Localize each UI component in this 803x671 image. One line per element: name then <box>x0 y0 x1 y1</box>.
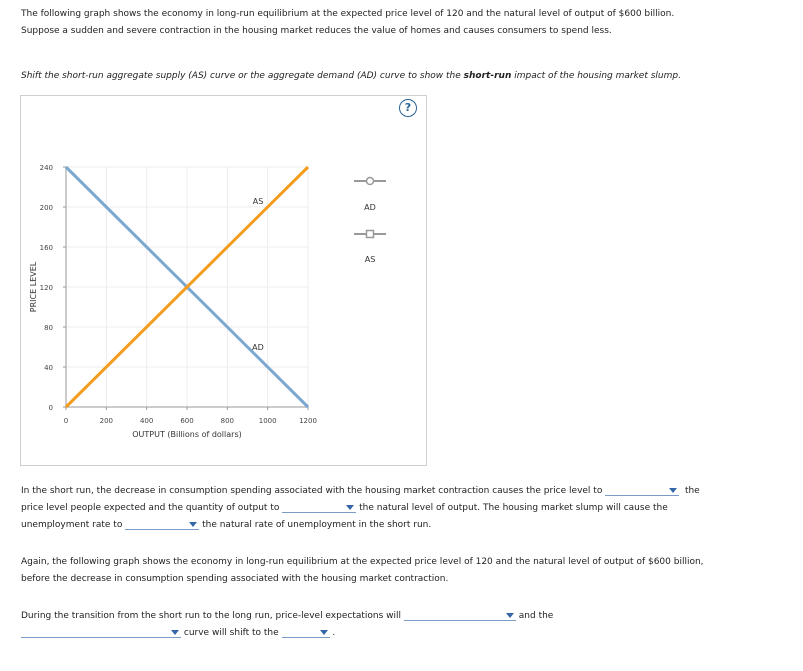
x-tick-label: 1200 <box>299 417 317 425</box>
x-tick-label: 1000 <box>258 417 277 425</box>
y-tick-label: 240 <box>39 164 53 172</box>
graph-panel <box>20 95 427 466</box>
y-tick-label: 40 <box>44 364 53 372</box>
ad-curve-label: AD <box>252 343 264 352</box>
curve-dropdown[interactable] <box>21 625 181 638</box>
x-tick-label: 0 <box>63 417 69 425</box>
price-level-dropdown[interactable] <box>605 483 679 496</box>
instruction-text <box>21 68 681 85</box>
y-tick-label: 0 <box>48 404 53 412</box>
output-dropdown-value <box>282 503 284 513</box>
legend-as-label: AS <box>364 255 376 264</box>
chevron-down-icon <box>171 630 179 635</box>
chevron-down-icon <box>320 630 328 635</box>
x-tick-label: 200 <box>99 417 114 425</box>
question-3 <box>21 608 791 642</box>
instruction-bold: short-run <box>463 71 512 81</box>
instruction-prefix: Shift the short-run aggregate supply (AS) curve or the aggregate demand (AD) curve to show the <box>21 71 464 81</box>
y-tick-label: 120 <box>39 284 53 292</box>
x-tick-label: 600 <box>180 417 194 425</box>
shift-direction-dropdown[interactable] <box>282 625 330 638</box>
q1-text-6: the natural rate of unemployment in the short run. <box>202 520 432 530</box>
q3-text-1: During the transition from the short run to the long run, price-level expectations will <box>21 611 402 621</box>
instruction-suffix: impact of the housing market slump. <box>511 71 681 81</box>
q1-text-3: price level people expected and the quantity of output to <box>21 503 280 513</box>
question-2-intro <box>21 554 791 588</box>
intro-line-2: Suppose a sudden and severe contraction in the housing market reduces the value of homes and causes consumers to spend less. <box>21 26 612 36</box>
expectations-dropdown-value <box>404 611 406 621</box>
q1-text-2: the <box>684 486 700 496</box>
q1-text-1: In the short run, the decrease in consumption spending associated with the housing market contraction causes the price level to <box>21 486 603 496</box>
q1-text-4: the natural level of output. The housing market slump will cause the <box>359 503 668 513</box>
curve-dropdown-value <box>21 628 23 638</box>
as-curve-label: AS <box>252 197 264 206</box>
q3-text-4: . <box>332 628 336 638</box>
x-tick-label: 400 <box>139 417 154 425</box>
q2-line-1: Again, the following graph shows the economy in long-run equilibrium at the expected price level of 120 and the natural level of output of $600 billion, <box>21 557 704 567</box>
y-axis-label: PRICE LEVEL <box>29 261 38 313</box>
question-1 <box>21 483 791 534</box>
price-level-dropdown-value <box>605 486 607 496</box>
y-tick-label: 200 <box>39 204 53 212</box>
unemployment-dropdown[interactable] <box>125 517 199 530</box>
y-tick-label: 80 <box>44 324 53 332</box>
q3-text-2: and the <box>518 611 554 621</box>
y-tick-label: 160 <box>39 244 53 252</box>
intro-line-1: The following graph shows the economy in long-run equilibrium at the expected price level of 120 and the natural level of output of $600 billion. <box>21 9 675 19</box>
x-axis-label: OUTPUT (Billions of dollars) <box>132 430 242 439</box>
q3-text-3: curve will shift to the <box>183 628 279 638</box>
q1-text-5: unemployment rate to <box>21 520 123 530</box>
output-dropdown[interactable] <box>282 500 356 513</box>
chevron-down-icon <box>506 613 514 618</box>
q1-row-3 <box>21 517 791 534</box>
q3-row-1 <box>21 608 791 625</box>
help-icon[interactable]: ? <box>399 99 417 117</box>
q1-row-2 <box>21 500 791 517</box>
chevron-down-icon <box>346 505 354 510</box>
q2-line-2: before the decrease in consumption spending associated with the housing market contraction. <box>21 574 449 584</box>
q3-row-2 <box>21 625 791 642</box>
x-tick-label: 800 <box>220 417 235 425</box>
chevron-down-icon <box>669 488 677 493</box>
expectations-dropdown[interactable] <box>404 608 516 621</box>
legend-ad-label: AD <box>364 203 376 212</box>
unemployment-dropdown-value <box>125 520 127 530</box>
chevron-down-icon <box>189 522 197 527</box>
q1-row-1 <box>21 483 791 500</box>
shift-direction-dropdown-value <box>282 628 284 638</box>
intro-text <box>21 6 781 40</box>
